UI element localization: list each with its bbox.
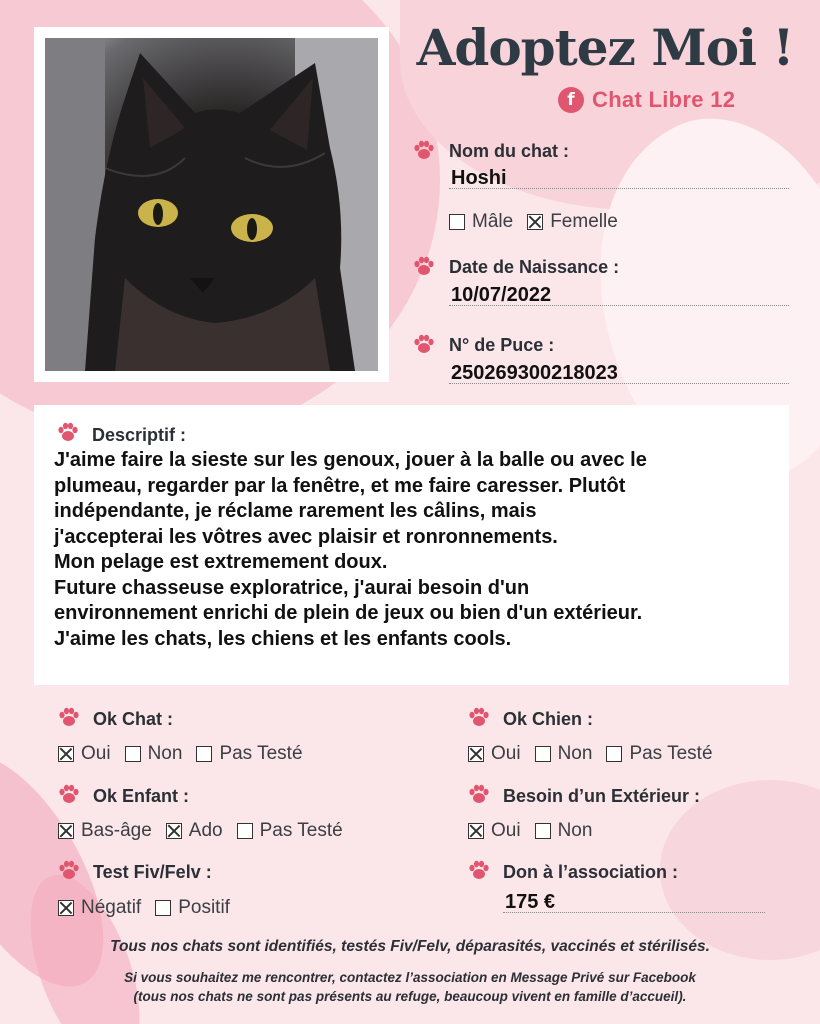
don-label: Don à l’association : <box>503 862 679 882</box>
paw-icon <box>58 707 80 727</box>
ok-chien-label: Ok Chien : <box>503 709 594 729</box>
checkbox-label: Ado <box>188 820 223 841</box>
pink-blob <box>660 780 820 960</box>
page-title: Adoptez Moi ! <box>416 18 794 77</box>
don-underline <box>503 912 765 913</box>
checkbox[interactable] <box>468 823 484 839</box>
checkbox-label: Oui <box>81 743 111 764</box>
birth-label: Date de Naissance : <box>449 257 620 277</box>
footer-line-1: Tous nos chats sont identifiés, testés Fiv/Felv, déparasités, vaccinés et stérilisés. <box>110 938 710 955</box>
description-line: Future chasseuse exploratrice, j'aurai besoin d'un <box>54 576 530 599</box>
checkbox[interactable] <box>58 823 74 839</box>
description-card <box>34 405 789 685</box>
paw-icon <box>413 334 435 354</box>
birth-underline <box>449 305 789 306</box>
paw-icon <box>468 860 490 880</box>
name-label: Nom du chat : <box>449 141 569 161</box>
paw-icon <box>468 707 490 727</box>
description-line: J'aime faire la sieste sur les genoux, jouer à la balle ou avec le <box>54 449 647 471</box>
ok-enfant-label: Ok Enfant : <box>93 786 190 806</box>
checkbox[interactable] <box>468 746 484 762</box>
checkbox-label: Non <box>557 743 593 764</box>
paw-icon <box>58 784 80 804</box>
description-line: j'accepterai les vôtres avec plaisir et ronronnements. <box>54 525 558 548</box>
ok-chien-options <box>468 743 720 765</box>
checkbox-label: Non <box>557 820 593 841</box>
facebook-icon: f <box>558 87 584 113</box>
checkbox-label: Positif <box>178 897 230 918</box>
checkbox-label: Non <box>147 743 183 764</box>
ok-chat-options <box>58 743 310 765</box>
paw-icon <box>468 784 490 804</box>
chip-value: 250269300218023 <box>451 362 618 384</box>
chip-label: N° de Puce : <box>449 335 555 355</box>
facebook-page-name: Chat Libre 12 <box>592 87 736 112</box>
checkbox[interactable] <box>449 214 465 230</box>
name-value: Hoshi <box>451 167 507 189</box>
paw-icon <box>413 140 435 160</box>
exterieur-label: Besoin d’un Extérieur : <box>503 786 701 806</box>
checkbox-label: Négatif <box>81 897 142 918</box>
checkbox-label: Pas Testé <box>629 743 713 764</box>
ok-enfant-options <box>58 820 350 842</box>
description-line: Mon pelage est extremement doux. <box>54 551 388 573</box>
checkbox-label: Oui <box>491 743 521 764</box>
footer-line-2: Si vous souhaitez me rencontrer, contactez l’association en Message Privé sur Facebook <box>124 970 696 985</box>
birth-value: 10/07/2022 <box>451 284 552 306</box>
checkbox[interactable] <box>166 823 182 839</box>
paw-icon <box>57 422 79 442</box>
checkbox[interactable] <box>125 746 141 762</box>
name-underline <box>449 188 789 189</box>
fiv-label: Test Fiv/Felv : <box>93 862 212 882</box>
paw-icon <box>58 860 80 880</box>
black-kitten-photo <box>45 38 378 371</box>
don-value: 175 € <box>505 891 556 913</box>
description-line: plumeau, regarder par la fenêtre, et me faire caresser. Plutôt <box>54 474 626 497</box>
description-line: J'aime les chats, les chiens et les enfants cools. <box>54 627 512 650</box>
photo-frame <box>34 27 389 382</box>
description-line: indépendante, je réclame rarement les câlins, mais <box>54 500 537 522</box>
checkbox[interactable] <box>155 900 171 916</box>
checkbox-label: Pas Testé <box>259 820 343 841</box>
checkbox-label: Bas-âge <box>81 820 152 841</box>
checkbox-label: Pas Testé <box>219 743 303 764</box>
description-label: Descriptif : <box>92 425 187 445</box>
description-line: environnement enrichi de plein de jeux ou bien d'un extérieur. <box>54 602 643 624</box>
checkbox[interactable] <box>196 746 212 762</box>
checkbox[interactable] <box>58 900 74 916</box>
footer-line-3: (tous nos chats ne sont pas présents au refuge, beaucoup vivent en famille d’accueil). <box>133 989 687 1004</box>
checkbox[interactable] <box>527 214 543 230</box>
paw-icon <box>413 256 435 276</box>
exterieur-options <box>468 820 599 842</box>
checkbox[interactable] <box>535 823 551 839</box>
description-text <box>54 448 784 652</box>
checkbox[interactable] <box>606 746 622 762</box>
checkbox-label: Femelle <box>550 211 618 232</box>
checkbox-label: Mâle <box>472 211 514 232</box>
checkbox-label: Oui <box>491 820 521 841</box>
chip-underline <box>449 383 789 384</box>
checkbox[interactable] <box>535 746 551 762</box>
checkbox[interactable] <box>237 823 253 839</box>
facebook-link[interactable] <box>558 87 735 113</box>
kitten-illustration <box>45 38 378 371</box>
ok-chat-label: Ok Chat : <box>93 709 174 729</box>
sex-options <box>449 211 625 233</box>
fiv-options <box>58 897 237 919</box>
checkbox[interactable] <box>58 746 74 762</box>
